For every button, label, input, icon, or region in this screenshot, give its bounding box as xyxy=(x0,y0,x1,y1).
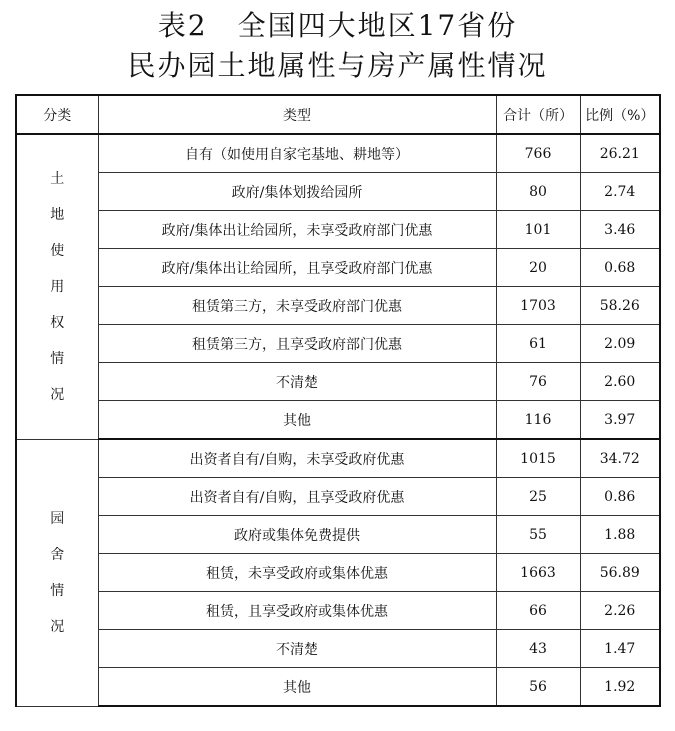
table-row xyxy=(16,134,660,173)
ratio-cell: 2.60 xyxy=(580,363,660,401)
category-char: 使 xyxy=(50,242,65,259)
ratio-cell: 1.88 xyxy=(580,516,660,554)
table-row xyxy=(16,592,660,630)
total-cell: 1015 xyxy=(496,439,580,478)
category-char: 情 xyxy=(50,582,65,599)
total-cell: 80 xyxy=(496,173,580,211)
ratio-cell: 56.89 xyxy=(580,554,660,592)
total-cell: 76 xyxy=(496,363,580,401)
header-total: 合计（所） xyxy=(496,95,580,134)
table-row xyxy=(16,554,660,592)
type-cell: 不清楚 xyxy=(98,363,496,401)
total-cell: 116 xyxy=(496,401,580,440)
table-row xyxy=(16,630,660,668)
type-cell: 租赁第三方，未享受政府部门优惠 xyxy=(98,287,496,325)
table-row xyxy=(16,287,660,325)
category-char: 情 xyxy=(50,350,65,367)
category-cell xyxy=(16,439,98,706)
type-cell: 其他 xyxy=(98,668,496,707)
ratio-cell: 2.26 xyxy=(580,592,660,630)
table-row xyxy=(16,401,660,440)
ratio-cell: 58.26 xyxy=(580,287,660,325)
ratio-cell: 2.74 xyxy=(580,173,660,211)
category-char: 用 xyxy=(50,278,65,295)
table-row xyxy=(16,363,660,401)
category-cell xyxy=(16,134,98,439)
table-row xyxy=(16,211,660,249)
total-cell: 20 xyxy=(496,249,580,287)
category-char: 土 xyxy=(50,170,65,187)
ratio-cell: 34.72 xyxy=(580,439,660,478)
type-cell: 租赁，未享受政府或集体优惠 xyxy=(98,554,496,592)
table-row xyxy=(16,249,660,287)
ratio-cell: 1.92 xyxy=(580,668,660,707)
table-row xyxy=(16,439,660,478)
total-cell: 55 xyxy=(496,516,580,554)
type-cell: 出资者自有/自购，且享受政府优惠 xyxy=(98,478,496,516)
ratio-cell: 2.09 xyxy=(580,325,660,363)
total-cell: 1703 xyxy=(496,287,580,325)
ratio-cell: 1.47 xyxy=(580,630,660,668)
header-row xyxy=(16,95,660,134)
ratio-cell: 3.97 xyxy=(580,401,660,440)
type-cell: 政府或集体免费提供 xyxy=(98,516,496,554)
header-type: 类型 xyxy=(98,95,496,134)
header-category: 分类 xyxy=(16,95,98,134)
table-title-line2: 民办园土地属性与房产属性情况 xyxy=(127,49,548,82)
total-cell: 66 xyxy=(496,592,580,630)
type-cell: 政府/集体出让给园所，未享受政府部门优惠 xyxy=(98,211,496,249)
table-row xyxy=(16,325,660,363)
category-char: 况 xyxy=(50,386,65,403)
ratio-cell: 0.68 xyxy=(580,249,660,287)
type-cell: 租赁，且享受政府或集体优惠 xyxy=(98,592,496,630)
type-cell: 租赁第三方，且享受政府部门优惠 xyxy=(98,325,496,363)
category-char: 园 xyxy=(50,510,65,527)
header-ratio: 比例（%） xyxy=(580,95,660,134)
type-cell: 不清楚 xyxy=(98,630,496,668)
total-cell: 43 xyxy=(496,630,580,668)
table-row xyxy=(16,516,660,554)
table-row xyxy=(16,668,660,707)
table-row xyxy=(16,478,660,516)
type-cell: 其他 xyxy=(98,401,496,440)
type-cell: 出资者自有/自购，未享受政府优惠 xyxy=(98,439,496,478)
type-cell: 政府/集体划拨给园所 xyxy=(98,173,496,211)
category-char: 地 xyxy=(50,206,65,223)
category-char: 权 xyxy=(50,314,65,331)
total-cell: 101 xyxy=(496,211,580,249)
table-title-line1: 表2 全国四大地区17省份 xyxy=(157,9,518,42)
ratio-cell: 3.46 xyxy=(580,211,660,249)
type-cell: 政府/集体出让给园所，且享受政府部门优惠 xyxy=(98,249,496,287)
total-cell: 766 xyxy=(496,134,580,173)
total-cell: 25 xyxy=(496,478,580,516)
table-row xyxy=(16,173,660,211)
type-cell: 自有（如使用自家宅基地、耕地等） xyxy=(98,134,496,173)
total-cell: 56 xyxy=(496,668,580,707)
ratio-cell: 0.86 xyxy=(580,478,660,516)
total-cell: 61 xyxy=(496,325,580,363)
total-cell: 1663 xyxy=(496,554,580,592)
category-char: 舍 xyxy=(50,546,65,563)
category-char: 况 xyxy=(50,618,65,635)
ratio-cell: 26.21 xyxy=(580,134,660,173)
land-property-table xyxy=(15,94,661,707)
